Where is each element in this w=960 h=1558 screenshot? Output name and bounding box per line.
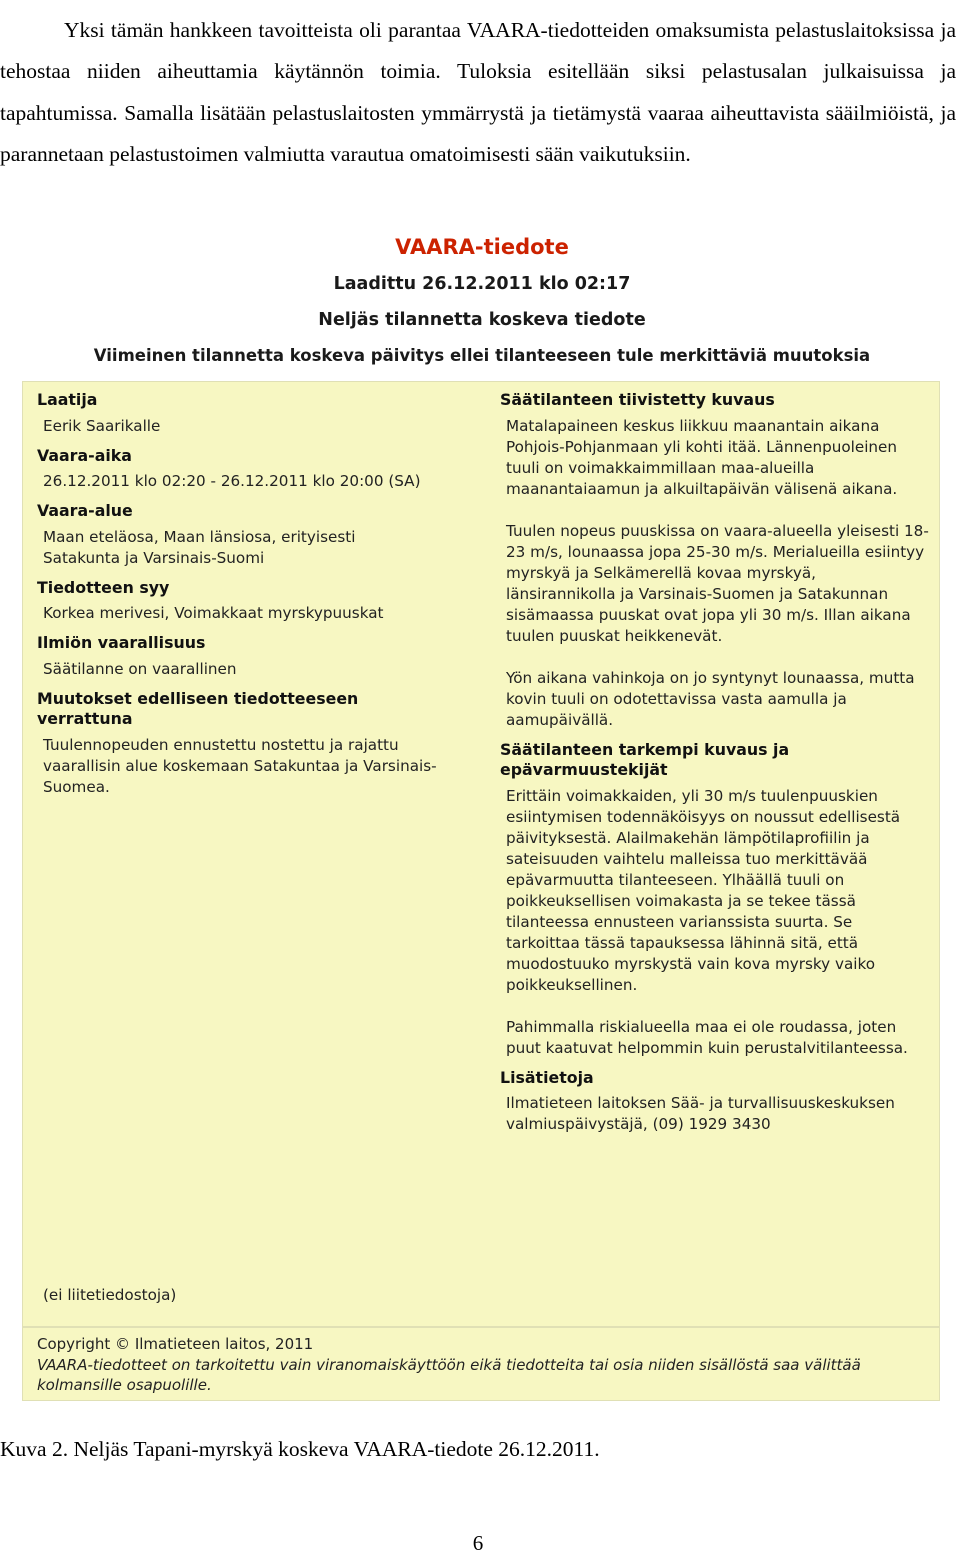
info-label: Lisätietoja — [500, 1067, 594, 1087]
detail-paragraph: Erittäin voimakkaiden, yli 30 m/s tuulenpuuskien esiintymisen todennäköisyys on noussut edellisestä päivityksestä. Alailmakehän lämpötilaprofiilin ja sateisuuden vaihtelu malleissa tuo merkittävää epävarmuutta tilanteeseen. Ylhäällä tuuli on poikkeuksellisen voimakasta ja se tekee tässä tilanteessa ennusteen varianssista suurta. Se tarkoittaa tässä tapauksessa lähinnä sitä, että muodostuuko myrskystä vain kova myrsky vaiko poikkeuksellinen. — [506, 786, 901, 994]
intro-paragraph: Yksi tämän hankkeen tavoitteista oli parantaa VAARA-tiedotteiden omaksumista pelastuslaitoksissa ja tehostaa niiden aiheuttamia käytännön toimia. Tuloksia esitellään siksi pelastusalan julkaisuissa ja tapahtumissa. Samalla lisätään pelastuslaitosten ymmärrystä ja tietämystä vaaraa aiheuttavista sääilmiöistä, ja parannetaan pelastustoimen valmiutta varautua omatoimisesti sään vaikutuksiin. — [0, 17, 956, 166]
reason-label: Tiedotteen syy — [37, 577, 170, 597]
detail-label: Säätilanteen tarkempi kuvaus ja epävarmuustekijät — [500, 739, 790, 779]
disclaimer-text: VAARA-tiedotteet on tarkoitettu vain viranomaiskäyttöön eikä tiedotteita tai osia niiden sisällöstä saa välittää kolmansille osapuolille. — [37, 1355, 861, 1394]
author-value: Eerik Saarikalle — [43, 416, 161, 435]
copyright-text: Copyright © Ilmatieteen laitos, 2011 — [37, 1335, 314, 1353]
detail-text — [500, 786, 930, 1059]
reason-value: Korkea merivesi, Voimakkaat myrskypuuskat — [43, 604, 384, 622]
notice-subtitle: Neljäs tilannetta koskeva tiedote — [318, 310, 646, 330]
severity-value: Säätilanne on vaarallinen — [43, 659, 237, 678]
changes-label: Muutokset edelliseen tiedotteeseen verrattuna — [37, 688, 359, 728]
summary-paragraph: Tuulen nopeus puuskissa on vaara-alueella yleisesti 18-23 m/s, lounaassa jopa 25-30 m/s. Merialueilla esiintyy myrskyä ja Selkämerellä kovaa myrskyä, länsirannikolla ja Varsinais-Suomen ja Satakunnan sisämaassa puuskat ovat jopa yli 30 m/s. Illan aikana tuulen puuskat heikkenevät. — [506, 521, 929, 645]
notice-panel — [22, 381, 940, 1327]
notice-left-column — [37, 390, 477, 798]
time-value: 26.12.2011 klo 02:20 - 26.12.2011 klo 20:00 (SA) — [43, 472, 421, 490]
author-label: Laatija — [37, 390, 98, 409]
info-value: Ilmatieteen laitoksen Sää- ja turvallisuuskeskuksen valmiuspäivystäjä, (09) 1929 3430 — [506, 1094, 895, 1133]
attachments-note: (ei liitetiedostoja) — [43, 1286, 177, 1304]
summary-paragraph: Matalapaineen keskus liikkuu maanantain aikana Pohjois-Pohjanmaan yli kohti itää. Lännenpuoleinen tuuli on voimakkaimmillaan maa-alueilla maanantaiaamun ja alkuiltapäivän välisenä aikana. — [506, 416, 898, 498]
area-value: Maan eteläosa, Maan länsiosa, erityisesti Satakunta ja Varsinais-Suomi — [43, 527, 356, 567]
changes-value: Tuulennopeuden ennustettu nostettu ja rajattu vaarallisin alue koskemaan Satakuntaa ja Varsinais-Suomea. — [43, 735, 437, 796]
summary-paragraph: Yön aikana vahinkoja on jo syntynyt lounaassa, mutta kovin tuuli on odotettavissa vasta aamulla ja aamupäivällä. — [506, 668, 915, 729]
detail-paragraph: Pahimmalla riskialueella maa ei ole roudassa, joten puut kaatuvat helpommin kuin perustalvitilanteessa. — [506, 1017, 908, 1057]
notice-footer — [22, 1327, 940, 1401]
summary-label: Säätilanteen tiivistetty kuvaus — [500, 390, 775, 409]
page-number: 6 — [472, 1531, 484, 1555]
area-label: Vaara-alue — [37, 501, 133, 520]
notice-created: Laadittu 26.12.2011 klo 02:17 — [333, 274, 631, 294]
figure-caption: Kuva 2. Neljäs Tapani-myrskyä koskeva VAARA-tiedote 26.12.2011. — [0, 1437, 600, 1461]
severity-label: Ilmiön vaarallisuus — [37, 633, 206, 652]
notice-right-column — [500, 390, 930, 1135]
time-label: Vaara-aika — [37, 445, 132, 465]
notice-title: VAARA-tiedote — [395, 235, 569, 259]
summary-text — [500, 416, 930, 731]
notice-header — [22, 228, 942, 374]
notice-last-update: Viimeinen tilannetta koskeva päivitys ellei tilanteeseen tule merkittäviä muutoksia — [93, 346, 871, 365]
